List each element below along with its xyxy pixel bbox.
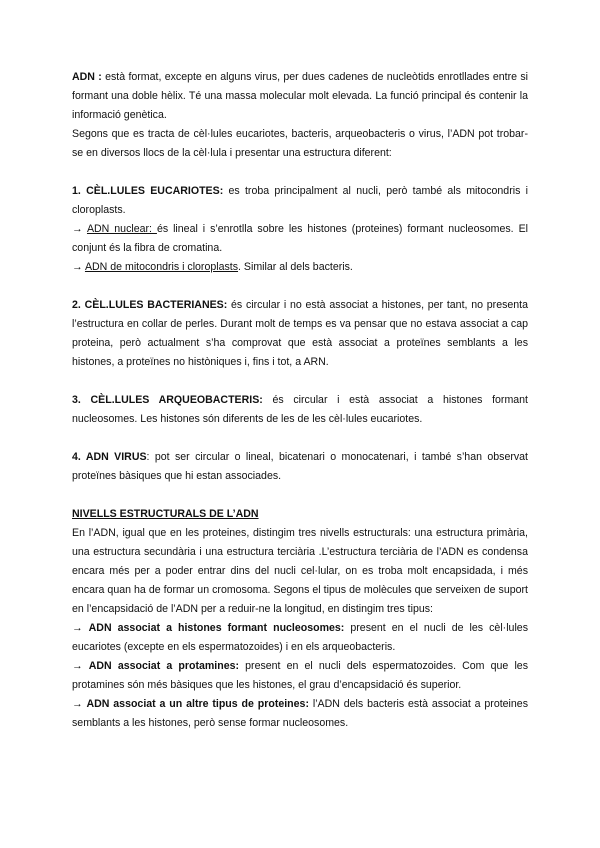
nuclear-dna-text: és lineal i s’enrotlla sobre les histones (proteines) formant nucleosomes. El conjunt és la fibra de cromatina.: [72, 223, 528, 254]
section-eukaryotes-text: es troba principalment al nucli, però també als mitocondris i cloroplasts.: [72, 185, 528, 216]
nuclear-dna-label: ADN nuclear:: [86, 223, 157, 235]
spacer: [72, 372, 528, 391]
eukaryotes-item-mitochondria: [72, 258, 528, 277]
section-virus-text: : pot ser circular o lineal, bicatenari o monocatenari, i també s’han observat proteïnes bàsiques que hi estan associades.: [72, 451, 528, 482]
section-bacteria-text: és circular i no està associat a histones, per tant, no presenta l’estructura en collar de perles. Durant molt de temps es va pensar que no estava associat a cap proteina, però actualment s’ha comprovat que està associat a proteïnes semblants a les histones, a proteïnes no històniques i, fins i tot, a ARN.: [72, 299, 528, 368]
arrow-icon: →: [72, 223, 83, 235]
section-virus-title: 4. ADN VIRUS: [72, 451, 147, 463]
section-archaea-text: és circular i està associat a histones formant nucleosomes. Les histones són diferents de les de les cèl·lules eucariotes.: [72, 394, 528, 425]
levels-heading: NIVELLS ESTRUCTURALS DE L’ADN: [72, 508, 259, 520]
arrow-icon: →: [72, 660, 83, 672]
spacer: [72, 277, 528, 296]
arrow-icon: →: [72, 261, 83, 273]
section-eukaryotes: [72, 182, 528, 220]
section-eukaryotes-title: 1. CÈL.LULES EUCARIOTES:: [72, 185, 224, 197]
intro-paragraph-2: Segons que es tracta de cèl·lules eucariotes, bacteris, arqueobacteris o virus, l’ADN pot trobar-se en diversos llocs de la cèl·lula i presentar una estructura diferent:: [72, 128, 528, 159]
levels-item-other-proteins: [72, 695, 528, 733]
levels-item-protamines: [72, 657, 528, 695]
other-proteins-title: ADN associat a un altre tipus de proteines:: [86, 698, 309, 710]
levels-paragraph: En l’ADN, igual que en les proteines, distingim tres nivells estructurals: una estructura primària, una estructura secundària i una estructura terciària .L’estructura terciària de l’ADN es condensa encara més per a poder entrar dins del nucli cel·lular, on es troba molt encapsidada, i més encara quan ha de formar un cromosoma. Segons el tipus de molècules que serveixen de suport en l’encapsidació de l’ADN per a reduir-ne la longitud, en distingim tres tipus:: [72, 527, 528, 615]
protamines-title: ADN associat a protamines:: [88, 660, 240, 672]
section-archaea-title: 3. CÈL.LULES ARQUEOBACTERIS:: [72, 394, 263, 406]
levels-item-histones: [72, 619, 528, 657]
eukaryotes-item-nuclear: [72, 220, 528, 258]
section-bacteria-title: 2. CÈL.LULES BACTERIANES:: [72, 299, 228, 311]
mitochondria-dna-label: ADN de mitocondris i cloroplasts: [84, 261, 239, 273]
mitochondria-dna-text: . Similar al dels bacteris.: [238, 261, 353, 273]
histones-title: ADN associat a histones formant nucleosomes:: [88, 622, 345, 634]
section-virus: [72, 448, 528, 486]
protamines-text: present en el nucli dels espermatozoides. Com que les protamines són més bàsiques que les histones, el grau d’encapsidació és superior.: [72, 660, 528, 691]
intro-text: està format, excepte en alguns virus, per dues cadenes de nucleòtids enrotllades entre si formant una doble hèlix. Té una massa molecular molt elevada. La funció principal és contenir la informació genètica.: [72, 71, 528, 121]
arrow-icon: →: [72, 698, 83, 710]
spacer: [72, 163, 528, 182]
document-page: [72, 68, 528, 733]
other-proteins-text: l’ADN dels bacteris està associat a proteines semblants a les histones, però sense formar nucleosomes.: [72, 698, 528, 729]
intro-paragraph: [72, 68, 528, 125]
section-archaea: [72, 391, 528, 429]
spacer: [72, 429, 528, 448]
histones-text: present en el nucli de les cèl·lules eucariotes (excepte en els espermatozoides) i en els arqueobacteris.: [72, 622, 528, 653]
arrow-icon: →: [72, 622, 83, 634]
intro-term: ADN :: [72, 71, 102, 83]
spacer: [72, 486, 528, 505]
section-bacteria: [72, 296, 528, 372]
